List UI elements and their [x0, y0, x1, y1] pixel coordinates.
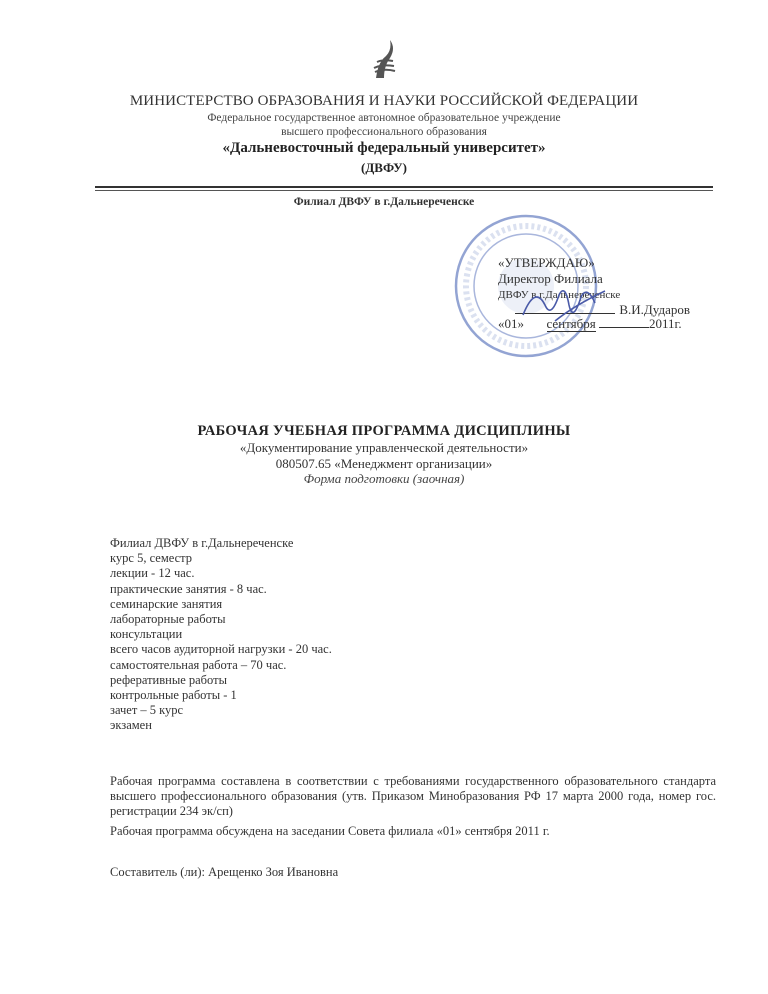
- study-form: Форма подготовки (заочная): [303, 471, 465, 486]
- signature-icon: [515, 275, 610, 330]
- approval-day: «01»: [498, 316, 524, 331]
- list-item: консультации: [110, 627, 183, 642]
- approve-label: «УТВЕРЖДАЮ»: [498, 255, 595, 270]
- list-item: зачет – 5 курс: [110, 703, 184, 718]
- approver-name: В.И.Дударов: [619, 302, 690, 317]
- list-item: семинарские занятия: [110, 596, 223, 611]
- compliance-paragraph: Рабочая программа составлена в соответствии с требованиями государственного образовательного стандарта высшего профессионального образования (утв. Приказом Минобразования РФ 17 марта 2000 года, номер гос. регистрации 234 эк/сп): [110, 774, 716, 818]
- list-item: Филиал ДВФУ в г.Дальнереченске: [110, 536, 294, 550]
- ministry-heading: МИНИСТЕРСТВО ОБРАЗОВАНИЯ И НАУКИ РОССИЙСКОЙ ФЕДЕРАЦИИ: [129, 93, 639, 109]
- list-item: контрольные работы - 1: [110, 688, 237, 703]
- list-item: лабораторные работы: [110, 612, 226, 627]
- header-divider: [95, 186, 713, 188]
- header-divider-thin: [95, 190, 713, 191]
- university-name: «Дальневосточный федеральный университет»: [222, 140, 546, 156]
- list-item: практические занятия - 8 час.: [110, 581, 267, 596]
- university-abbr: (ДВФУ): [361, 160, 407, 175]
- branch-heading: Филиал ДВФУ в г.Дальнереченске: [293, 196, 475, 208]
- institution-line-2: высшего профессионального образования: [281, 126, 487, 138]
- list-item: курс 5, семестр: [110, 551, 193, 566]
- approval-month: сентября: [546, 316, 596, 331]
- program-details-list: [110, 536, 332, 734]
- list-item: реферативные работы: [110, 672, 227, 687]
- specialty-name: 080507.65 «Менеджмент организации»: [275, 456, 493, 471]
- discussion-paragraph: Рабочая программа обсуждена на заседании Совета филиала «01» сентября 2011 г.: [110, 824, 550, 838]
- list-item: всего часов аудиторной нагрузки - 20 час.: [110, 642, 332, 657]
- approver-position-2: ДВФУ в г.Дальнереченске: [498, 289, 621, 301]
- author-line: Составитель (ли): Арещенко Зоя Ивановна: [110, 865, 339, 879]
- university-logo-icon: [372, 38, 398, 80]
- discipline-name: «Документирование управленческой деятельности»: [239, 440, 529, 455]
- approver-position: Директор Филиала: [498, 271, 603, 286]
- list-item: лекции - 12 час.: [110, 566, 195, 581]
- approval-year: 2011г.: [649, 316, 682, 331]
- list-item: экзамен: [110, 718, 152, 733]
- institution-line-1: Федеральное государственное автономное образовательное учреждение: [207, 112, 561, 124]
- list-item: самостоятельная работа – 70 час.: [110, 657, 287, 672]
- program-title: РАБОЧАЯ УЧЕБНАЯ ПРОГРАММА ДИСЦИПЛИНЫ: [197, 423, 571, 439]
